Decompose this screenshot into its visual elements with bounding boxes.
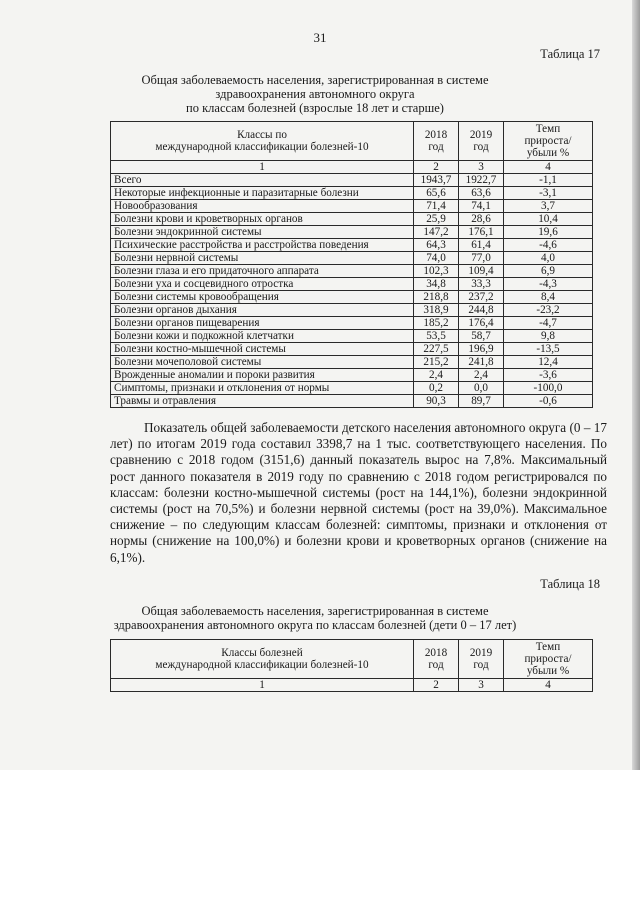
header-rate	[504, 122, 593, 161]
row-value-2018: 102,3	[414, 265, 459, 278]
table-17-caption	[100, 73, 530, 115]
column-index: 3	[459, 679, 504, 692]
caption-line: по классам болезней (взрослые 18 лет и старше)	[186, 101, 444, 115]
row-value-2018: 218,8	[414, 291, 459, 304]
row-value-2018: 147,2	[414, 226, 459, 239]
row-class-name: Травмы и отравления	[111, 395, 414, 408]
table-row	[111, 187, 593, 200]
row-rate: 9,8	[504, 330, 593, 343]
row-value-2019: 0,0	[459, 382, 504, 395]
row-rate: -4,3	[504, 278, 593, 291]
row-rate: 19,6	[504, 226, 593, 239]
row-value-2019: 244,8	[459, 304, 504, 317]
header-2019	[459, 122, 504, 161]
row-value-2018: 65,6	[414, 187, 459, 200]
row-value-2019: 2,4	[459, 369, 504, 382]
table-row	[111, 317, 593, 330]
header-text: 2018	[424, 647, 448, 659]
table-row	[111, 213, 593, 226]
row-rate: 3,7	[504, 200, 593, 213]
row-class-name: Болезни уха и сосцевидного отростка	[111, 278, 414, 291]
row-rate: -13,5	[504, 343, 593, 356]
row-class-name: Болезни системы кровообращения	[111, 291, 414, 304]
table-row	[111, 382, 593, 395]
row-value-2018: 215,2	[414, 356, 459, 369]
row-rate: -1,1	[504, 174, 593, 187]
header-text: Классы по	[237, 129, 287, 141]
row-value-2019: 61,4	[459, 239, 504, 252]
table-18	[110, 639, 593, 692]
row-value-2019: 196,9	[459, 343, 504, 356]
header-class	[111, 122, 414, 161]
row-value-2019: 89,7	[459, 395, 504, 408]
row-rate: -0,6	[504, 395, 593, 408]
row-class-name: Психические расстройства и расстройства поведения	[111, 239, 414, 252]
table-row	[111, 200, 593, 213]
row-value-2018: 318,9	[414, 304, 459, 317]
table-row	[111, 226, 593, 239]
row-value-2019: 176,4	[459, 317, 504, 330]
row-value-2018: 0,2	[414, 382, 459, 395]
row-value-2018: 25,9	[414, 213, 459, 226]
header-2018	[414, 640, 459, 679]
row-value-2019: 237,2	[459, 291, 504, 304]
row-value-2019: 176,1	[459, 226, 504, 239]
table-17	[110, 121, 593, 408]
table-row	[111, 356, 593, 369]
table-header-row	[111, 122, 593, 161]
caption-line: здравоохранения автономного округа по классам болезней (дети 0 – 17 лет)	[113, 618, 517, 632]
header-text: прироста/	[524, 653, 572, 665]
column-index: 4	[504, 161, 593, 174]
header-text: год	[428, 141, 444, 153]
row-class-name: Болезни глаза и его придаточного аппарата	[111, 265, 414, 278]
row-class-name: Болезни нервной системы	[111, 252, 414, 265]
header-text: международной классификации болезней-10	[155, 141, 369, 153]
header-text: Классы болезней	[221, 647, 303, 659]
header-text: Темп	[535, 641, 561, 653]
row-class-name: Болезни кожи и подкожной клетчатки	[111, 330, 414, 343]
header-class	[111, 640, 414, 679]
row-value-2019: 109,4	[459, 265, 504, 278]
row-rate: -23,2	[504, 304, 593, 317]
row-value-2019: 33,3	[459, 278, 504, 291]
header-text: убыли %	[526, 665, 570, 677]
row-class-name: Новообразования	[111, 200, 414, 213]
table-row	[111, 330, 593, 343]
caption-line: Общая заболеваемость населения, зарегистрированная в системе	[141, 604, 489, 618]
column-index: 2	[414, 161, 459, 174]
table-row	[111, 395, 593, 408]
row-value-2019: 58,7	[459, 330, 504, 343]
row-rate: -100,0	[504, 382, 593, 395]
caption-line: здравоохранения автономного округа	[215, 87, 415, 101]
row-value-2018: 90,3	[414, 395, 459, 408]
row-rate: -4,6	[504, 239, 593, 252]
column-index: 4	[504, 679, 593, 692]
table-18-caption	[100, 604, 530, 632]
header-text: 2019	[469, 647, 493, 659]
header-text: международной классификации болезней-10	[155, 659, 369, 671]
row-rate: 10,4	[504, 213, 593, 226]
paragraph-text: Показатель общей заболеваемости детского населения автономного округа (0 – 17 лет) по итогам 2019 года составил 3398,7 на 1 тыс. соответствующего населения. По сравнению с 2018 годом (3151,6) данный показатель вырос на 7,8%. Максимальный рост данного показателя в 2019 году по сравнению с 2018 годом регистрировался по классам: болезни костно-мышечной системы (рост на 144,1%), болезни эндокринной системы (рост на 70,5%) и болезни нервной системы (рост на 39,0%). Максимальное снижение – по следующим классам болезней: симптомы, признаки и отклонения от нормы (снижение на 100,0%) и болезни крови и кроветворных органов (снижение на 6,1%).	[110, 420, 607, 565]
caption-line: Общая заболеваемость населения, зарегистрированная в системе	[141, 73, 489, 87]
table-row	[111, 239, 593, 252]
row-value-2018: 2,4	[414, 369, 459, 382]
row-class-name: Болезни крови и кроветворных органов	[111, 213, 414, 226]
header-2018	[414, 122, 459, 161]
row-class-name: Болезни мочеполовой системы	[111, 356, 414, 369]
row-value-2018: 185,2	[414, 317, 459, 330]
column-index: 3	[459, 161, 504, 174]
page-edge-shadow	[632, 0, 640, 770]
column-index-row	[111, 161, 593, 174]
row-value-2018: 34,8	[414, 278, 459, 291]
row-class-name: Болезни костно-мышечной системы	[111, 343, 414, 356]
row-value-2019: 63,6	[459, 187, 504, 200]
table-18-label: Таблица 18	[540, 577, 600, 591]
row-class-name: Болезни органов дыхания	[111, 304, 414, 317]
row-class-name: Болезни органов пищеварения	[111, 317, 414, 330]
table-row	[111, 369, 593, 382]
table-row	[111, 304, 593, 317]
table-17-label: Таблица 17	[540, 47, 600, 61]
row-rate: 6,9	[504, 265, 593, 278]
header-text: год	[473, 141, 489, 153]
row-rate: -3,6	[504, 369, 593, 382]
header-text: Темп	[535, 123, 561, 135]
header-text: год	[473, 659, 489, 671]
row-value-2018: 1943,7	[414, 174, 459, 187]
table-row	[111, 252, 593, 265]
header-text: год	[428, 659, 444, 671]
row-value-2018: 71,4	[414, 200, 459, 213]
header-text: прироста/	[524, 135, 572, 147]
row-value-2018: 53,5	[414, 330, 459, 343]
header-rate	[504, 640, 593, 679]
header-text: 2019	[469, 129, 493, 141]
row-value-2019: 28,6	[459, 213, 504, 226]
header-2019	[459, 640, 504, 679]
row-class-name: Некоторые инфекционные и паразитарные болезни	[111, 187, 414, 200]
page-number: 31	[313, 30, 327, 45]
table-header-row	[111, 640, 593, 679]
row-value-2019: 1922,7	[459, 174, 504, 187]
row-class-name: Всего	[111, 174, 414, 187]
table-row	[111, 291, 593, 304]
row-rate: 8,4	[504, 291, 593, 304]
row-rate: 4,0	[504, 252, 593, 265]
row-rate: -3,1	[504, 187, 593, 200]
row-rate: -4,7	[504, 317, 593, 330]
row-class-name: Врожденные аномалии и пороки развития	[111, 369, 414, 382]
header-text: 2018	[424, 129, 448, 141]
column-index: 1	[111, 679, 414, 692]
header-text: убыли %	[526, 147, 570, 159]
table-row	[111, 343, 593, 356]
table-row	[111, 278, 593, 291]
column-index: 1	[111, 161, 414, 174]
row-value-2018: 227,5	[414, 343, 459, 356]
row-value-2019: 77,0	[459, 252, 504, 265]
body-paragraph	[110, 420, 607, 566]
table-row	[111, 265, 593, 278]
row-value-2019: 74,1	[459, 200, 504, 213]
column-index: 2	[414, 679, 459, 692]
column-index-row	[111, 679, 593, 692]
row-class-name: Симптомы, признаки и отклонения от нормы	[111, 382, 414, 395]
row-rate: 12,4	[504, 356, 593, 369]
row-class-name: Болезни эндокринной системы	[111, 226, 414, 239]
row-value-2019: 241,8	[459, 356, 504, 369]
row-value-2018: 74,0	[414, 252, 459, 265]
row-value-2018: 64,3	[414, 239, 459, 252]
table-row	[111, 174, 593, 187]
